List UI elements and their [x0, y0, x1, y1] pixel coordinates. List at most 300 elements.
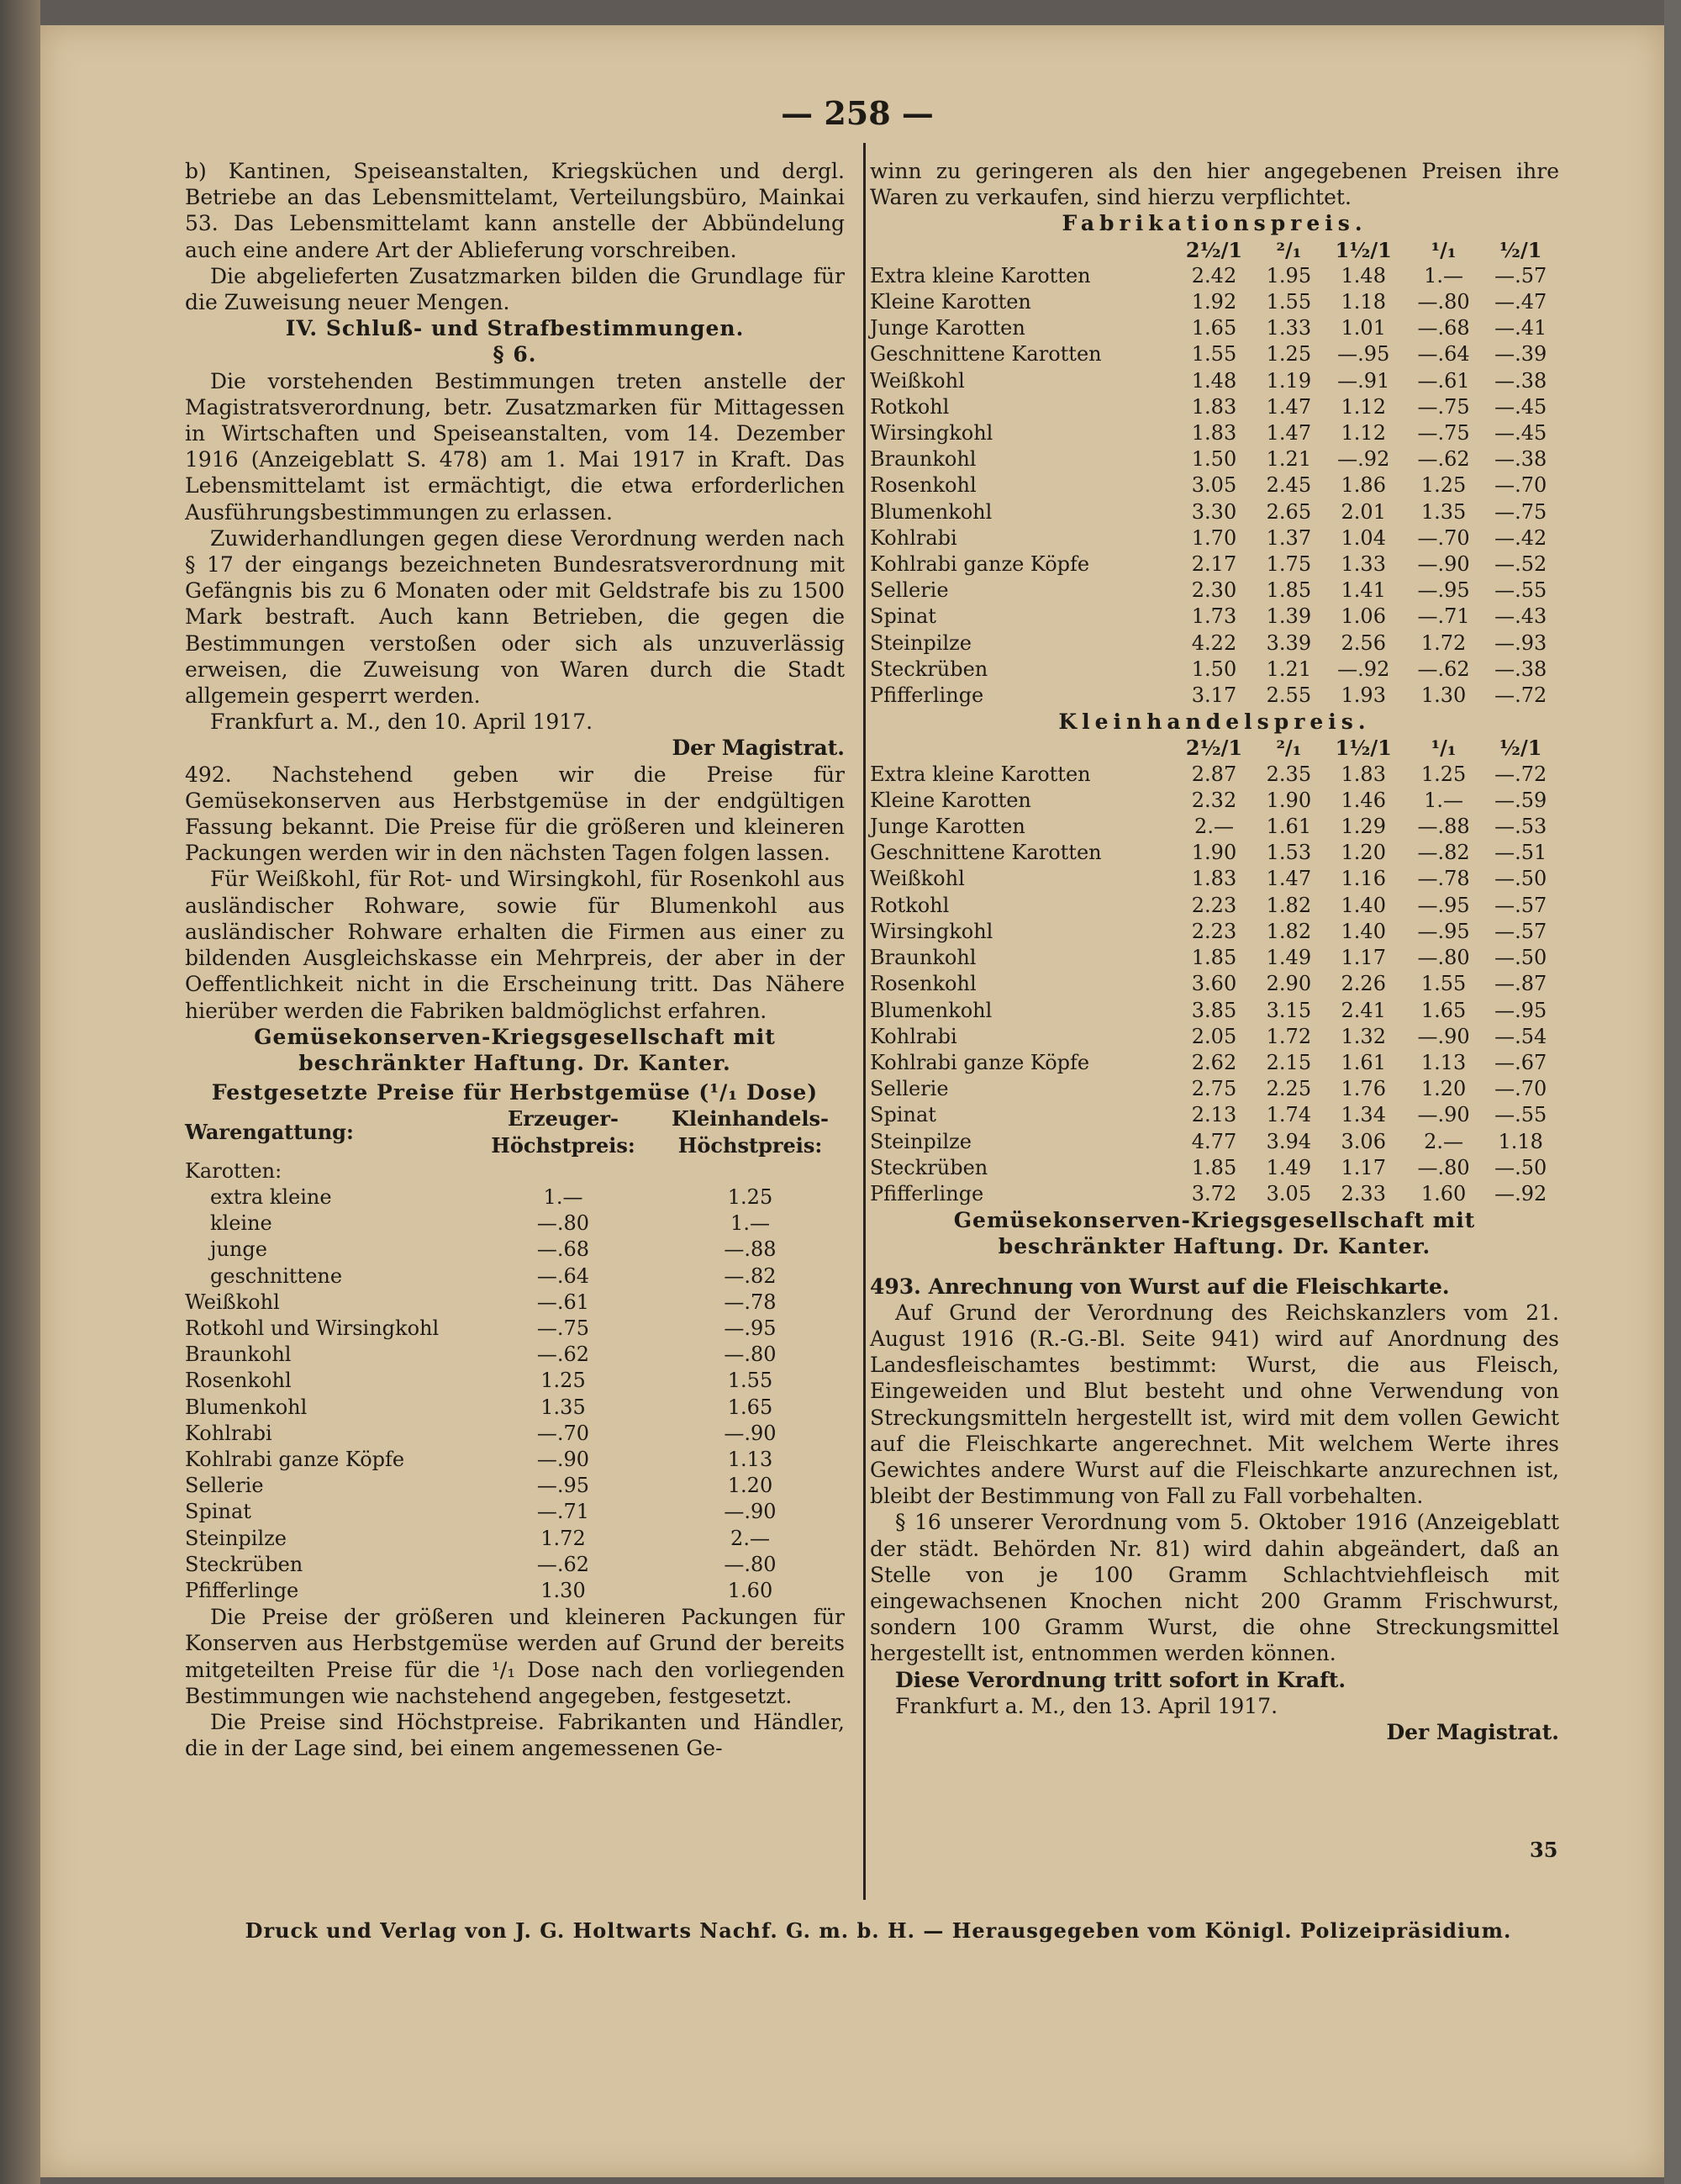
erzeuger-price: 1.25 — [540, 1369, 586, 1393]
table-row — [185, 1578, 845, 1604]
kleinhandel-price: 1.25 — [727, 1184, 773, 1209]
date-line-2: Frankfurt a. M., den 13. April 1917. — [895, 1693, 1278, 1718]
signature-magistrat-2: Der Magistrat. — [1386, 1719, 1559, 1744]
price-cell: 3.15 — [1266, 998, 1312, 1022]
price-cell: 1.13 — [1420, 1050, 1467, 1074]
price-cell: —.62 — [1417, 657, 1470, 681]
price-cell: 1.90 — [1266, 788, 1312, 812]
price-cell: 1.50 — [1191, 657, 1237, 681]
price-cell: —.87 — [1494, 972, 1547, 996]
price-cell: 1.18 — [1341, 290, 1386, 314]
col-header-kleinhandel: Kleinhandels-Höchstpreis: — [672, 1106, 829, 1158]
price-cell: 1.85 — [1191, 946, 1237, 970]
price-cell: —.38 — [1494, 368, 1547, 393]
ware-name: Spinat — [870, 1103, 936, 1127]
ware-name: Rotkohl und Wirsingkohl — [185, 1316, 440, 1340]
price-cell: —.38 — [1494, 447, 1547, 472]
ware-name: Weißkohl — [185, 1290, 280, 1314]
table-row — [870, 1050, 1559, 1076]
price-cell: —.50 — [1494, 867, 1547, 891]
ware-name: Wirsingkohl — [870, 421, 993, 446]
erzeuger-price: —.70 — [536, 1421, 590, 1445]
ware-name: Spinat — [870, 604, 936, 629]
table-row — [870, 446, 1559, 472]
table-row — [185, 1421, 845, 1447]
price-cell: 1.48 — [1341, 263, 1386, 288]
price-cell: 3.85 — [1191, 998, 1237, 1022]
price-cell: 1.83 — [1191, 867, 1237, 891]
ware-name: Kleine Karotten — [870, 788, 1031, 812]
price-cell: 1.20 — [1341, 841, 1386, 865]
ware-name: Extra kleine Karotten — [870, 762, 1091, 786]
ware-name: Rotkohl — [870, 893, 950, 917]
kleinhandel-price: 1.65 — [727, 1395, 773, 1419]
ware-name: Blumenkohl — [870, 998, 993, 1022]
price-cell: —.59 — [1494, 788, 1547, 812]
price-cell: 3.39 — [1266, 630, 1312, 655]
erzeuger-price: —.75 — [536, 1316, 590, 1340]
price-cell: 2.32 — [1191, 788, 1237, 812]
price-cell: 1.72 — [1266, 1024, 1312, 1048]
price-cell: 1.29 — [1341, 815, 1386, 839]
table-row — [870, 998, 1559, 1024]
ware-name: Blumenkohl — [870, 499, 993, 524]
left-para-6: Für Weißkohl, für Rot- und Wirsingkohl, für Rosenkohl aus ausländischer Rohware, sowie für Blumenkohl aus ausländischer Rohware erhalten die Firmen aus einer zu bildenden Ausgleichskasse ein Mehrpreis, der aber in der Oeffentlichkeit nicht in die Erscheinung tritt. Das Nähere hierüber werden die Fabriken baldmöglichst erfahren. — [185, 867, 845, 1023]
price-cell: —.95 — [1494, 998, 1547, 1022]
ware-name: junge — [210, 1237, 267, 1262]
price-cell: 1.40 — [1341, 893, 1386, 917]
ware-name: Kohlrabi — [185, 1421, 272, 1445]
price-cell: —.68 — [1417, 316, 1470, 340]
price-cell: 1.93 — [1341, 683, 1386, 708]
table-row — [870, 420, 1559, 446]
left-column — [185, 158, 845, 1761]
price-cell: —.57 — [1494, 919, 1547, 943]
ware-name: Braunkohl — [185, 1343, 292, 1367]
price-cell: 1.— — [1424, 263, 1464, 288]
ware-name: extra kleine — [210, 1184, 332, 1209]
col-header-ware: Warengattung: — [185, 1119, 354, 1144]
table-row — [870, 657, 1559, 683]
ware-name: geschnittene — [210, 1263, 343, 1288]
ware-name: Sellerie — [870, 578, 949, 603]
price-cell: 1.82 — [1266, 893, 1312, 917]
price-cell: —.55 — [1494, 578, 1547, 603]
price-cell: 1.65 — [1420, 998, 1467, 1022]
kleinhandel-price: —.80 — [724, 1552, 777, 1576]
price-cell: —.80 — [1417, 946, 1470, 970]
table-row — [870, 1076, 1559, 1102]
price-cell: 2.25 — [1266, 1077, 1312, 1101]
erzeuger-price: 1.30 — [540, 1578, 586, 1602]
price-cell: —.52 — [1494, 552, 1547, 577]
price-cell: —.42 — [1494, 525, 1547, 550]
kleinhandel-price: —.88 — [724, 1237, 777, 1262]
price-cell: 2.15 — [1266, 1050, 1312, 1074]
price-cell: 1.17 — [1341, 946, 1386, 970]
erzeuger-price — [471, 1158, 656, 1184]
table-row — [870, 368, 1559, 394]
price-cell: 1.47 — [1266, 421, 1312, 446]
right-column — [870, 158, 1559, 1745]
price-cell: 2.55 — [1266, 683, 1312, 708]
price-cell: 2.35 — [1266, 762, 1312, 786]
price-cell: 3.05 — [1266, 1181, 1312, 1205]
price-cell: —.91 — [1337, 368, 1390, 393]
price-cell: 2.— — [1424, 1129, 1464, 1153]
kleinhandel-price: —.95 — [724, 1316, 777, 1340]
table-row — [870, 840, 1559, 866]
price-cell: 1.61 — [1266, 815, 1312, 839]
ware-name: Pfifferlinge — [185, 1578, 299, 1602]
kleinhandel-price: 1.13 — [727, 1447, 773, 1471]
table-row — [870, 762, 1559, 788]
table-row — [870, 394, 1559, 420]
price-cell: —.90 — [1417, 1103, 1470, 1127]
erzeuger-price: 1.72 — [540, 1526, 586, 1550]
left-para-7: Die Preise der größeren und kleineren Packungen für Konserven aus Herbstgemüse werden auf Grund der bereits mitgeteilten Preise für die ¹/₁ Dose nach den vorliegenden Bestimmungen wie nachstehend angegeben, festgesetzt. — [185, 1605, 845, 1708]
price-cell: 3.05 — [1191, 473, 1237, 498]
fab-col-5: ½/1 — [1499, 237, 1542, 262]
price-cell: 1.83 — [1341, 762, 1386, 786]
price-cell: 2.23 — [1191, 919, 1237, 943]
price-cell: 1.92 — [1191, 290, 1237, 314]
kleinhandel-price: 1.20 — [727, 1474, 773, 1498]
price-cell: 2.05 — [1191, 1024, 1237, 1048]
erzeuger-price: —.71 — [536, 1500, 590, 1524]
erzeuger-price: —.90 — [536, 1447, 590, 1471]
right-para-3: § 16 unserer Verordnung vom 5. Oktober 1916 (Anzeigeblatt der städt. Behörden Nr. 81) wird dahin abgeändert, daß an Stelle von je 100 Gramm Schlachtviehfleisch mit eingewachsenen Knochen nicht 200 Gramm Frischwurst, sondern 100 Gramm Wurst, die ohne Streckungsmittel hergestellt ist, entnommen werden können. — [870, 1510, 1559, 1666]
fab-col-4: ¹/₁ — [1431, 237, 1457, 262]
price-cell: 1.19 — [1266, 368, 1312, 393]
price-cell: 1.21 — [1266, 447, 1312, 472]
price-cell: 1.21 — [1266, 657, 1312, 681]
price-cell: 1.40 — [1341, 919, 1386, 943]
price-cell: —.93 — [1494, 630, 1547, 655]
table-row — [185, 1526, 845, 1552]
table-row — [870, 814, 1559, 840]
price-cell: 2.62 — [1191, 1050, 1237, 1074]
price-cell: 1.25 — [1420, 762, 1467, 786]
price-cell: —.92 — [1337, 447, 1390, 472]
ware-name: Kohlrabi ganze Köpfe — [870, 1050, 1090, 1074]
price-cell: —.80 — [1417, 1155, 1470, 1179]
price-cell: —.80 — [1417, 290, 1470, 314]
price-cell: 1.17 — [1341, 1155, 1386, 1179]
price-cell: —.57 — [1494, 263, 1547, 288]
price-cell: 1.33 — [1341, 552, 1386, 577]
price-cell: —.90 — [1417, 552, 1470, 577]
klein-col-3: 1½/1 — [1335, 736, 1392, 761]
ware-name: Steinpilze — [185, 1526, 287, 1550]
price-cell: 2.13 — [1191, 1103, 1237, 1127]
price-cell: —.67 — [1494, 1050, 1547, 1074]
kleinhandel-price: —.78 — [724, 1290, 777, 1314]
price-cell: 1.41 — [1341, 578, 1386, 603]
table-row — [870, 499, 1559, 525]
section-paragraph-6: § 6. — [493, 342, 537, 367]
fabrikation-header-row — [870, 237, 1559, 263]
price-cell: 1.39 — [1266, 604, 1312, 629]
ware-name: Braunkohl — [870, 447, 977, 472]
table-row — [870, 578, 1559, 604]
price-cell: 1.85 — [1266, 578, 1312, 603]
price-cell: 1.35 — [1420, 499, 1467, 524]
price-cell: 1.18 — [1498, 1129, 1543, 1153]
price-cell: 1.50 — [1191, 447, 1237, 472]
price-cell: 3.60 — [1191, 972, 1237, 996]
price-cell: 2.42 — [1191, 263, 1237, 288]
ware-name: Junge Karotten — [870, 815, 1025, 839]
table-row — [185, 1368, 845, 1394]
price-cell: 1.65 — [1191, 316, 1237, 340]
signature-gesellschaft-2: Gemüsekonserven-Kriegsgesellschaft mit beschränkter Haftung. Dr. Kanter. — [953, 1208, 1476, 1259]
ware-name: Extra kleine Karotten — [870, 263, 1091, 288]
table-row — [870, 604, 1559, 630]
kleinhandel-price: —.80 — [724, 1343, 777, 1367]
kleinhandel-price: 2.— — [730, 1526, 770, 1550]
table-row — [185, 1395, 845, 1421]
price-cell: —.41 — [1494, 316, 1547, 340]
price-cell: 3.72 — [1191, 1181, 1237, 1205]
left-para-1: b) Kantinen, Speiseanstalten, Kriegsküchen und dergl. Betriebe an das Lebensmittelamt, Verteilungsbüro, Mainkai 53. Das Lebensmittelamt kann anstelle der Abbündelung auch eine andere Art der Ablieferung vorschreiben. — [185, 159, 845, 262]
table-row — [870, 1102, 1559, 1128]
left-para-8: Die Preise sind Höchstpreise. Fabrikanten und Händler, die in der Lage sind, bei einem angemessenen Ge- — [185, 1709, 845, 1761]
table-row — [185, 1473, 845, 1499]
right-para-1: winn zu geringeren als den hier angegebenen Preisen ihre Waren zu verkaufen, sind hierzu verpflichtet. — [870, 159, 1559, 210]
price-cell: —.78 — [1417, 867, 1470, 891]
price-cell: 1.30 — [1420, 683, 1467, 708]
price-cell: 1.76 — [1341, 1077, 1386, 1101]
table-row — [870, 945, 1559, 971]
price-cell: —.95 — [1337, 342, 1390, 367]
price-cell: 1.— — [1424, 788, 1464, 812]
price-cell: 2.17 — [1191, 552, 1237, 577]
col-header-erzeuger: Erzeuger-Höchstpreis: — [491, 1106, 635, 1158]
price-cell: —.55 — [1494, 1103, 1547, 1127]
erzeuger-price: —.62 — [536, 1343, 590, 1367]
signature-gesellschaft-1: Gemüsekonserven-Kriegsgesellschaft mit beschränkter Haftung. Dr. Kanter. — [254, 1024, 776, 1075]
ware-name: Blumenkohl — [185, 1395, 308, 1419]
table-row — [870, 289, 1559, 315]
ware-name: Rosenkohl — [185, 1369, 292, 1393]
erzeuger-price: 1.— — [543, 1184, 583, 1209]
ware-name: Rotkohl — [870, 394, 950, 419]
fab-col-3: 1½/1 — [1335, 237, 1392, 262]
table-header-row — [185, 1105, 845, 1158]
ware-name: Rosenkohl — [870, 972, 977, 996]
ware-name: Geschnittene Karotten — [870, 342, 1102, 367]
price-cell: 1.70 — [1191, 525, 1237, 550]
date-line-1: Frankfurt a. M., den 10. April 1917. — [210, 710, 593, 735]
ware-name: Wirsingkohl — [870, 919, 993, 943]
ware-name: Kohlrabi — [870, 1024, 957, 1048]
ware-name: Steinpilze — [870, 630, 972, 655]
price-cell: 1.90 — [1191, 841, 1237, 865]
price-cell: 2.56 — [1341, 630, 1386, 655]
table-row — [870, 971, 1559, 997]
kleinhandel-price: 1.55 — [727, 1369, 773, 1393]
price-cell: 1.12 — [1341, 421, 1386, 446]
price-cell: 1.83 — [1191, 421, 1237, 446]
price-cell: 1.73 — [1191, 604, 1237, 629]
price-cell: 1.34 — [1341, 1103, 1386, 1127]
table-row — [870, 525, 1559, 551]
kleinhandel-price: 1.60 — [727, 1578, 773, 1602]
price-cell: —.75 — [1417, 421, 1470, 446]
table-row — [185, 1499, 845, 1525]
table-row — [185, 1184, 845, 1211]
price-cell: 1.49 — [1266, 1155, 1312, 1179]
ware-name: Steckrüben — [870, 657, 988, 681]
ware-name: Weißkohl — [870, 368, 965, 393]
ware-name: Kohlrabi ganze Köpfe — [185, 1447, 405, 1471]
price-cell: —.95 — [1417, 578, 1470, 603]
price-cell: 2.41 — [1341, 998, 1386, 1022]
price-cell: —.50 — [1494, 1155, 1547, 1179]
klein-col-5: ½/1 — [1499, 736, 1542, 761]
table-row — [870, 341, 1559, 367]
price-cell: —.75 — [1494, 499, 1547, 524]
book-edge — [1664, 0, 1681, 2184]
kleinhandel-price: 1.— — [730, 1211, 770, 1236]
price-cell: 1.85 — [1191, 1155, 1237, 1179]
price-cell: —.53 — [1494, 815, 1547, 839]
price-table-title: Festgesetzte Preise für Herbstgemüse (¹/₁ Dose) — [211, 1080, 819, 1105]
erzeuger-price: —.61 — [536, 1290, 590, 1314]
price-cell: —.70 — [1417, 525, 1470, 550]
price-cell: —.95 — [1417, 893, 1470, 917]
price-cell: 1.83 — [1191, 394, 1237, 419]
left-para-5: 492. Nachstehend geben wir die Preise für Gemüsekonserven aus Herbstgemüse in der endgültigen Fassung bekannt. Die Preise für die größeren und kleineren Packungen werden wir in den nächsten Tagen folgen lassen. — [185, 762, 845, 866]
klein-col-1: 2½/1 — [1185, 736, 1243, 761]
erzeuger-price: —.80 — [536, 1211, 590, 1236]
erzeuger-price: —.62 — [536, 1552, 590, 1576]
price-cell: —.72 — [1494, 683, 1547, 708]
table-row — [870, 1181, 1559, 1207]
price-cell: 1.16 — [1341, 867, 1386, 891]
ware-name: Sellerie — [870, 1077, 949, 1101]
price-cell: 3.17 — [1191, 683, 1237, 708]
table-row — [870, 1024, 1559, 1050]
price-cell: 1.04 — [1341, 525, 1386, 550]
price-cell: 1.33 — [1266, 316, 1312, 340]
table-row — [870, 263, 1559, 289]
book-spine — [0, 0, 40, 2184]
price-cell: —.45 — [1494, 421, 1547, 446]
column-divider — [863, 143, 866, 1900]
table-row — [185, 1158, 845, 1184]
price-cell: —.90 — [1417, 1024, 1470, 1048]
price-cell: 1.37 — [1266, 525, 1312, 550]
kleinhandel-title: Kleinhandelspreis. — [1058, 710, 1371, 735]
price-cell: 2.65 — [1266, 499, 1312, 524]
price-cell: —.43 — [1494, 604, 1547, 629]
signature-magistrat-1: Der Magistrat. — [672, 736, 845, 761]
table-row — [185, 1342, 845, 1368]
ware-name: kleine — [210, 1211, 272, 1236]
price-cell: 1.01 — [1341, 316, 1386, 340]
price-cell: —.45 — [1494, 394, 1547, 419]
price-cell: 1.12 — [1341, 394, 1386, 419]
fabrikation-title: Fabrikationspreis. — [1062, 211, 1367, 236]
fabrikation-table — [870, 237, 1559, 710]
price-cell: —.57 — [1494, 893, 1547, 917]
price-cell: 1.72 — [1420, 630, 1467, 655]
price-cell: 1.47 — [1266, 867, 1312, 891]
herbst-price-table — [185, 1105, 845, 1604]
price-cell: —.61 — [1417, 368, 1470, 393]
table-row — [185, 1447, 845, 1473]
klein-col-4: ¹/₁ — [1431, 736, 1457, 761]
right-para-2: Auf Grund der Verordnung des Reichskanzlers vom 21. August 1916 (R.-G.-Bl. Seite 941) wird auf Anordnung des Landesfleischamtes bestimmt: Wurst, die aus Fleisch, Eingeweiden und Blut besteht und ohne Verwendung von Streckungsmitteln hergestellt ist, wird mit dem vollen Gewicht auf die Fleischkarte angerechnet. Mit welchem Werte ihres Gewichtes andere Wurst auf die Fleischkarte anzurechnen ist, bleibt der Bestimmung von Fall zu Fall vorbehalten. — [870, 1300, 1559, 1509]
left-para-4: Zuwiderhandlungen gegen diese Verordnung werden nach § 17 der eingangs bezeichneten Bundesratsverordnung mit Gefängnis bis zu 6 Monaten oder mit Geldstrafe bis zu 1500 Mark bestraft. Auch kann Betrieben, die gegen die Bestimmungen verstoßen oder sich als unzuverlässig erweisen, die Zuweisung von Waren durch die Stadt allgemein gesperrt werden. — [185, 525, 845, 709]
price-cell: —.92 — [1337, 657, 1390, 681]
table-row — [185, 1211, 845, 1237]
price-cell: 1.06 — [1341, 604, 1386, 629]
kleinhandel-price: —.82 — [724, 1263, 777, 1288]
price-cell: 2.45 — [1266, 473, 1312, 498]
ware-name: Steckrüben — [870, 1155, 988, 1179]
section-heading-iv: IV. Schluß- und Strafbestimmungen. — [285, 316, 745, 341]
ware-name: Steinpilze — [870, 1129, 972, 1153]
heading-493: 493. Anrechnung von Wurst auf die Fleischkarte. — [870, 1274, 1450, 1299]
ware-name: Junge Karotten — [870, 316, 1025, 340]
ware-name: Sellerie — [185, 1474, 264, 1498]
table-row — [870, 1155, 1559, 1181]
right-para-4: Diese Verordnung tritt sofort in Kraft. — [895, 1667, 1346, 1692]
erzeuger-price: —.95 — [536, 1474, 590, 1498]
table-row — [185, 1263, 845, 1290]
price-cell: —.82 — [1417, 841, 1470, 865]
price-cell: 1.55 — [1191, 342, 1237, 367]
kleinhandel-header-row — [870, 735, 1559, 761]
price-cell: 4.77 — [1191, 1129, 1237, 1153]
ware-name: Karotten: — [185, 1158, 282, 1183]
price-cell: —.62 — [1417, 447, 1470, 472]
price-cell: 2.33 — [1341, 1181, 1386, 1205]
table-row — [870, 472, 1559, 499]
kleinhandel-table — [870, 735, 1559, 1207]
price-cell: —.88 — [1417, 815, 1470, 839]
price-cell: 1.20 — [1420, 1077, 1467, 1101]
price-cell: 1.61 — [1341, 1050, 1386, 1074]
fab-col-2: ²/₁ — [1276, 237, 1302, 262]
ware-name: Steckrüben — [185, 1552, 303, 1576]
table-row — [870, 893, 1559, 919]
price-cell: 2.23 — [1191, 893, 1237, 917]
price-cell: —.54 — [1494, 1024, 1547, 1048]
ware-name: Kleine Karotten — [870, 290, 1031, 314]
price-cell: —.92 — [1494, 1181, 1547, 1205]
price-cell: 1.82 — [1266, 919, 1312, 943]
fab-col-1: 2½/1 — [1185, 237, 1243, 262]
price-cell: —.64 — [1417, 342, 1470, 367]
ware-name: Kohlrabi — [870, 525, 957, 550]
price-cell: 2.90 — [1266, 972, 1312, 996]
price-cell: 2.75 — [1191, 1077, 1237, 1101]
kleinhandel-price: —.90 — [724, 1421, 777, 1445]
price-cell: 2.87 — [1191, 762, 1237, 786]
table-row — [870, 788, 1559, 814]
price-cell: 1.32 — [1341, 1024, 1386, 1048]
price-cell: 2.— — [1194, 815, 1234, 839]
price-cell: 2.30 — [1191, 578, 1237, 603]
ware-name: Weißkohl — [870, 867, 965, 891]
price-cell: 1.25 — [1266, 342, 1312, 367]
price-cell: 1.48 — [1191, 368, 1237, 393]
kleinhandel-price — [656, 1158, 845, 1184]
